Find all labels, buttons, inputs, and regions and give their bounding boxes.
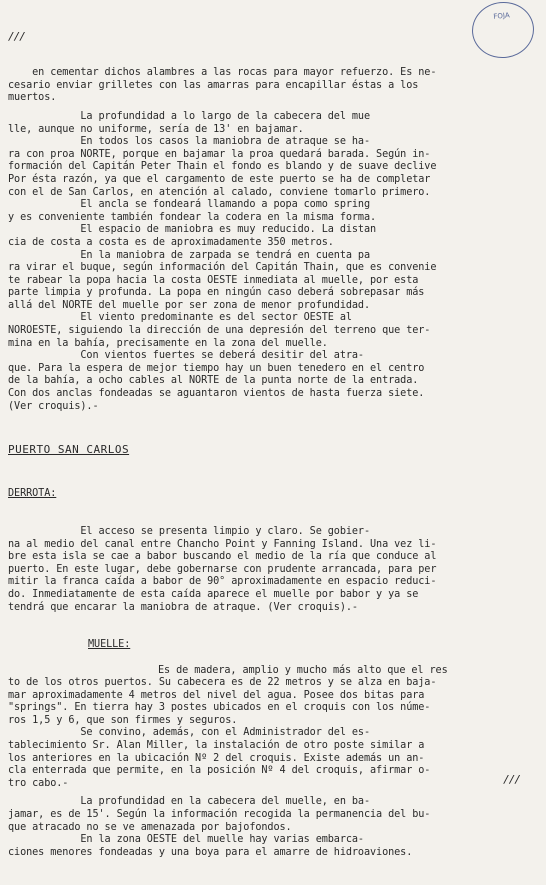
text-line: na al medio del canal entre Chancho Point y Fanning Island. Una vez li- (8, 538, 437, 550)
text-line: mitir la franca caída a babor de 90° aproximadamente en espacio reduci- (8, 576, 437, 588)
text-line: En todos los casos la maniobra de atraque se ha- (8, 136, 371, 148)
text-line: y es conveniente también fondear la codera en la misma forma. (8, 211, 377, 223)
text-line: Con vientos fuertes se deberá desitir del atra- (8, 350, 364, 362)
text-line: Se convino, además, con el Administrador del es- (8, 727, 371, 739)
text-line: ra virar el buque, según información del Capitán Thain, que es convenie (8, 262, 437, 274)
text-line: lle, aunque no uniforme, sería de 13' en bajamar. (8, 123, 304, 135)
text-line: allá del NORTE del muelle por ser zona de menor profundidad. (8, 299, 371, 311)
text-line: jamar, es de 15'. Según la información recogida la permanencia del bu- (8, 809, 431, 821)
text-line: de la bahía, a ocho cables al NORTE de la punta norte de la entrada. (8, 375, 419, 387)
text-line: cia de costa a costa es de aproximadamente 350 metros. (8, 236, 334, 248)
text-line: Es de madera, amplio y mucho más alto que el res (158, 664, 448, 676)
text-line: ra con proa NORTE, porque en bajamar la proa quedará barada. Según in- (8, 148, 431, 160)
text-line: ros 1,5 y 6, que son firmes y seguros. (8, 714, 238, 726)
text-line: ciones menores fondeadas y una boya para el amarre de hidroaviones. (8, 846, 413, 858)
text-line: en cementar dichos alambres a las rocas para mayor refuerzo. Es ne- (8, 67, 437, 79)
text-line: tendrá que encarar la maniobra de atraque. (Ver croquis).- (8, 601, 358, 613)
text-line: El acceso se presenta limpio y claro. Se gobier- (8, 525, 371, 537)
start-marks: /// (8, 30, 25, 43)
text-line: te rabear la popa hacia la costa OESTE inmediata al muelle, por esta (8, 274, 419, 286)
text-line: La profundidad en la cabecera del muelle, en ba- (8, 796, 371, 808)
text-line: (Ver croquis).- (8, 400, 99, 412)
text-line: tro cabo.- (8, 777, 69, 789)
text-line: formación del Capitán Peter Thain el fondo es blando y de suave declive (8, 161, 437, 173)
text-line: que. Para la espera de mejor tiempo hay un buen tenedero en el centro (8, 362, 425, 374)
text-line: cla enterrada que permite, en la posición Nº 4 del croquis, afirmar o- (8, 765, 431, 777)
text-line: El viento predominante es del sector OESTE al (8, 312, 352, 324)
text-line: cesario enviar grilletes con las amarras para encapillar éstas a los (8, 79, 419, 91)
subsection-title: DERROTA: (8, 488, 57, 500)
text-line: muertos. (8, 92, 57, 104)
end-marks: /// (503, 773, 520, 786)
paragraph-block-2 (8, 526, 518, 614)
stamp-label: FOJA (493, 11, 511, 21)
text-line: con el de San Carlos, en atención al calado, conviene tomarlo primero. (8, 186, 431, 198)
text-line: do. Inmediatamente de esta caída aparece el muelle por babor y ya se (8, 588, 419, 600)
text-line: "springs". En tierra hay 3 postes ubicados en el croquis con los núme- (8, 702, 431, 714)
text-line: tablecimiento Sr. Alan Miller, la instalación de otro poste similar a (8, 740, 425, 752)
text-line: parte limpia y profunda. La popa en ningún caso deberá sobrepasar más (8, 287, 425, 299)
text-line: los anteriores en la ubicación Nº 2 del croquis. Existe además un an- (8, 752, 425, 764)
section-title: PUERTO SAN CARLOS (8, 443, 130, 457)
text-line: mar aproximadamente 4 metros del nivel del agua. Posee dos bitas para (8, 689, 425, 701)
muelle-label: MUELLE: (88, 639, 131, 651)
text-line: En la maniobra de zarpada se tendrá en cuenta pa (8, 249, 371, 261)
paragraph-block-3 (8, 665, 518, 860)
text-line: En la zona OESTE del muelle hay varias embarca- (8, 834, 364, 846)
text-line: El espacio de maniobra es muy reducido. La distan (8, 224, 377, 236)
text-line: to de los otros puertos. Su cabecera es de 22 metros y se alza en baja- (8, 677, 437, 689)
text-line: bre esta isla se cae a babor buscando el medio de la ría que conduce al (8, 551, 437, 563)
paragraph-block-1 (8, 67, 518, 413)
text-line: El ancla se fondeará llamando a popa como spring (8, 199, 371, 211)
text-line: La profundidad a lo largo de la cabecera del mue (8, 110, 371, 122)
text-line: puerto. En este lugar, debe gobernarse con prudente arrancada, para per (8, 563, 437, 575)
text-line: Con dos anclas fondeadas se aguantaron vientos de hasta fuerza siete. (8, 388, 425, 400)
document-body (8, 42, 518, 885)
text-line: Por ésta razón, ya que el cargamento de este puerto se ha de completar (8, 173, 431, 185)
text-line: que atracado no se ve amenazada por bajofondos. (8, 821, 292, 833)
text-line: NOROESTE, siguiendo la dirección de una depresión del terreno que ter- (8, 325, 431, 337)
text-line: mina en la bahía, precisamente en la zona del muelle. (8, 337, 328, 349)
